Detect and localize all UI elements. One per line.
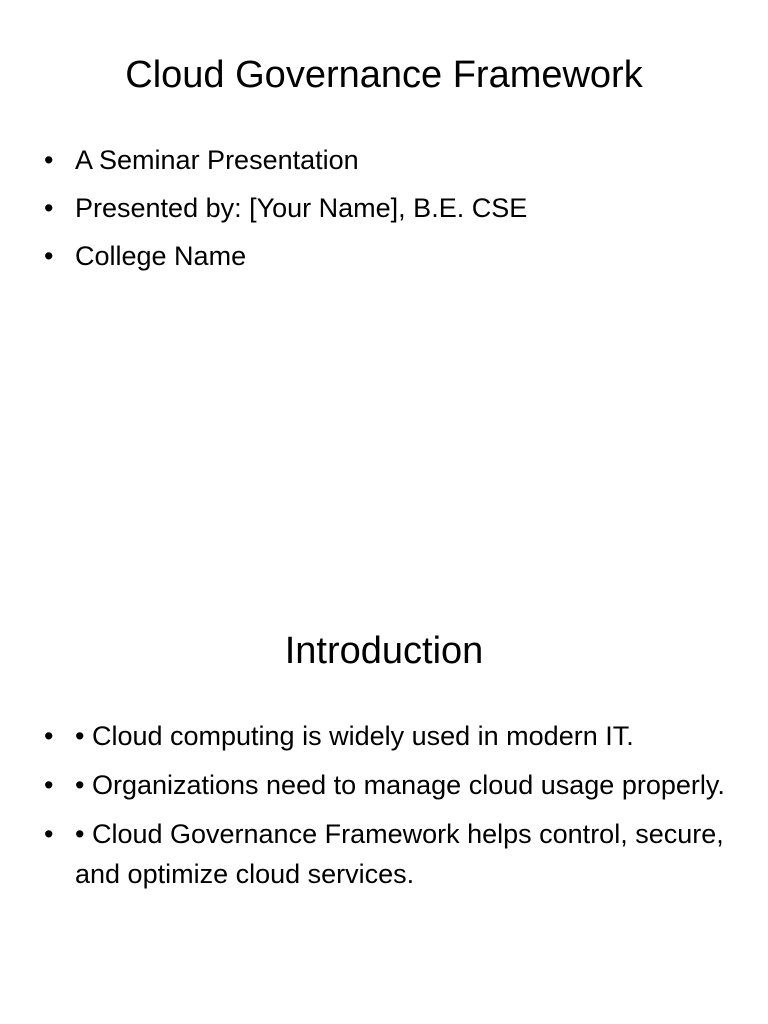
list-item-text: Presented by: [Your Name], B.E. CSE: [75, 193, 528, 223]
list-item: [44, 236, 728, 276]
slide-title: Introduction: [284, 630, 484, 672]
list-item: [44, 765, 728, 805]
bullet-icon: •: [44, 241, 54, 271]
bullet-icon: •: [44, 721, 54, 751]
bullet-icon: •: [44, 819, 54, 849]
list-item-text: A Seminar Presentation: [75, 145, 359, 175]
list-item-text: • Organizations need to manage cloud usage properly.: [75, 770, 725, 800]
list-item-text: • Cloud Governance Framework helps control, secure, and optimize cloud services.: [75, 819, 724, 889]
list-item: [44, 814, 728, 894]
bullet-icon: •: [44, 145, 54, 175]
list-item: [44, 716, 728, 756]
slide-title: Cloud Governance Framework: [125, 54, 643, 96]
list-item: [44, 140, 728, 180]
bullet-icon: •: [44, 193, 54, 223]
list-item: [44, 188, 728, 228]
bullet-list: [44, 140, 728, 284]
slide-introduction: [0, 576, 768, 1024]
list-item-text: • Cloud computing is widely used in modern IT.: [75, 721, 634, 751]
list-item-text: College Name: [75, 241, 247, 271]
bullet-icon: •: [44, 770, 54, 800]
bullet-list: [44, 716, 728, 903]
